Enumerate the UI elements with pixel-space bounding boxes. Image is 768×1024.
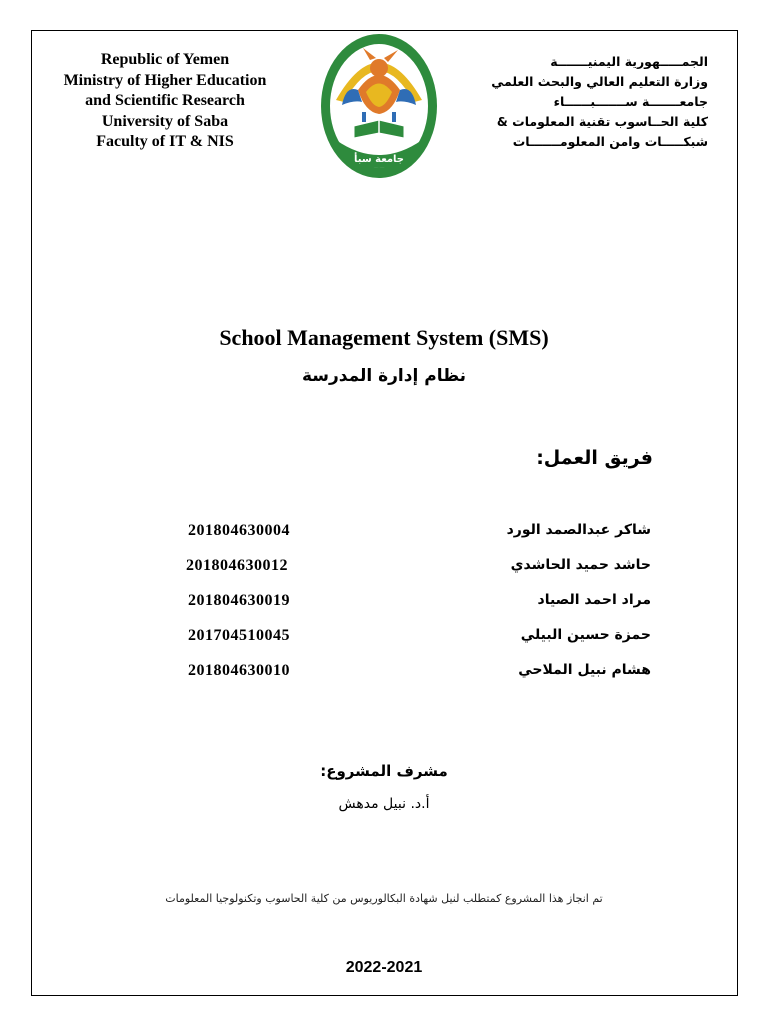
header-arabic-line: الجمـــــهورية اليمنيـــــــة	[550, 54, 708, 69]
member-id: 201704510045	[188, 627, 290, 644]
supervisor-heading: مشرف المشروع:	[320, 762, 448, 780]
member-name: مراد احمد الصياد	[537, 592, 651, 608]
member-name: شاكر عبدالصمد الورد	[506, 522, 651, 538]
team-heading: فريق العمل:	[536, 447, 653, 469]
academic-year: 2022-2021	[345, 959, 423, 976]
member-name: هشام نبيل الملاحي	[518, 662, 651, 678]
member-id: 201804630004	[188, 522, 290, 539]
project-title-english: School Management System (SMS)	[219, 325, 549, 350]
team-list	[0, 522, 768, 697]
university-seal-icon	[318, 30, 440, 182]
header-english-line: and Scientific Research	[85, 92, 245, 109]
header-arabic-line: شبكـــــات وامن المعلومـــــــات	[512, 134, 708, 149]
team-member-row	[0, 662, 768, 697]
member-id: 201804630019	[188, 592, 290, 609]
team-member-row	[0, 557, 768, 592]
university-logo	[318, 30, 440, 182]
header-arabic-line: وزارة التعليم العالي والبحث العلمي	[491, 74, 708, 89]
team-member-row	[0, 522, 768, 557]
project-title-arabic: نظام إدارة المدرسة	[301, 366, 467, 386]
header-english-line: University of Saba	[101, 112, 229, 130]
member-id: 201804630012	[186, 557, 288, 574]
header-english-line: Faculty of IT & NIS	[96, 133, 234, 150]
english-header	[40, 50, 290, 153]
header-english-line: Ministry of Higher Education	[63, 71, 267, 89]
header-arabic-line: جامعـــــــة ســـــــبــــــاء	[553, 94, 708, 109]
member-id: 201804630010	[188, 662, 290, 679]
logo-lettering: جامعة سبأ	[353, 154, 405, 165]
project-note: تم انجاز هذا المشروع كمتطلب لنيل شهادة البكالوريوس من كلية الحاسوب وتكنولوجيا المعلومات	[165, 892, 603, 905]
member-name: حاشد حميد الحاشدي	[510, 557, 651, 573]
arabic-header	[478, 52, 708, 152]
header-arabic-line: كلية الحــاسوب تقنية المعلومات &	[496, 114, 708, 129]
team-member-row	[0, 592, 768, 627]
supervisor-name: أ.د. نبيل مدهش	[338, 796, 430, 812]
member-name: حمزة حسين البيلي	[520, 627, 651, 643]
header-english-line: Republic of Yemen	[100, 51, 230, 68]
team-member-row	[0, 627, 768, 662]
